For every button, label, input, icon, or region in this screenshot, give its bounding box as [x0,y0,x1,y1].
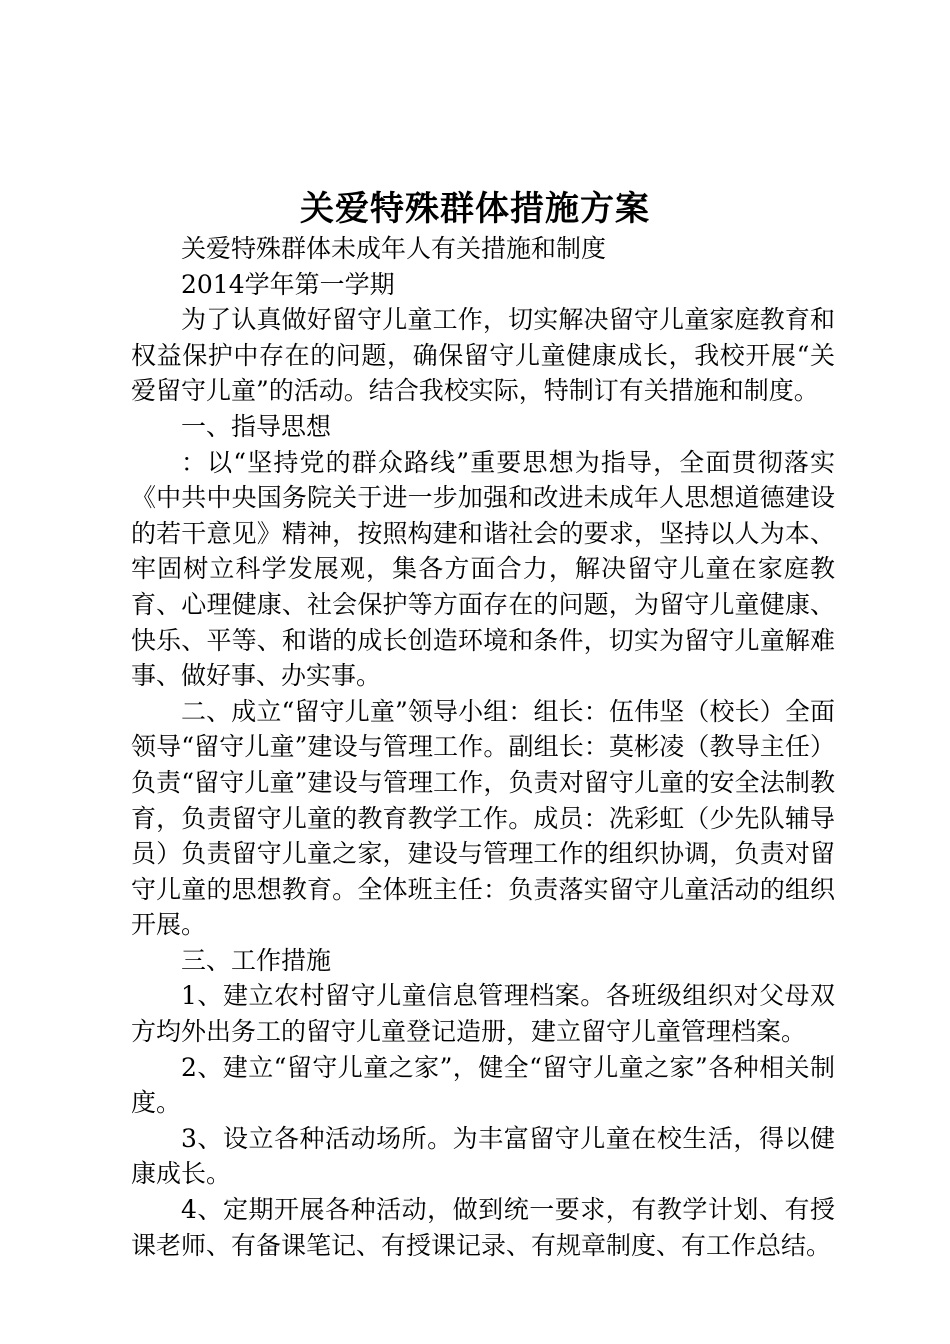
leadership-group-paragraph: 二、成立“留守儿童”领导小组：组长：伍伟坚（校长）全面领导“留守儿童”建设与管理工作。副组长：莫彬凌（教导主任）负责“留守儿童”建设与管理工作，负责对留守儿童的安全法制教育，负责留守儿童的教育教学工作。成员：冼彩虹（少先队辅导员）负责留守儿童之家，建设与管理工作的组织协调，负责对留守儿童的思想教育。全体班主任：负责落实留守儿童活动的组织开展。 [131,696,835,940]
section-heading-guiding-thought: 一、指导思想 [181,411,332,441]
intro-paragraph: 为了认真做好留守儿童工作，切实解决留守儿童家庭教育和权益保护中存在的问题，确保留守儿童健康成长，我校开展“关爱留守儿童”的活动。结合我校实际，特制订有关措施和制度。 [131,305,835,406]
section-heading-work-measures: 三、工作措施 [181,945,332,975]
measure-item-2: 2、建立“留守儿童之家”，健全“留守儿童之家”各种相关制度。 [131,1052,835,1118]
measure-item-4: 4、定期开展各种活动，做到统一要求，有教学计划、有授课老师、有备课笔记、有授课记录、有规章制度、有工作总结。 [131,1195,835,1260]
guiding-thought-paragraph: ：以“坚持党的群众路线”重要思想为指导，全面贯彻落实《中共中央国务院关于进一步加强和改进未成年人思想道德建设的若干意见》精神，按照构建和谐社会的要求，坚持以人为本、牢固树立科学发展观，集各方面合力，解决留守儿童在家庭教育、心理健康、社会保护等方面存在的问题，为留守儿童健康、快乐、平等、和谐的成长创造环境和条件，切实为留守儿童解难事、做好事、办实事。 [131,447,835,691]
document-body [131,231,835,1263]
document-subtitle: 关爱特殊群体未成年人有关措施和制度 [181,234,607,263]
document-term: 2014学年第一学期 [181,269,395,299]
document-title: 关爱特殊群体措施方案 [300,189,650,229]
measure-item-3: 3、设立各种活动场所。为丰富留守儿童在校生活，得以健康成长。 [131,1123,835,1189]
measure-item-1: 1、建立农村留守儿童信息管理档案。各班级组织对父母双方均外出务工的留守儿童登记造册，建立留守儿童管理档案。 [131,981,835,1047]
